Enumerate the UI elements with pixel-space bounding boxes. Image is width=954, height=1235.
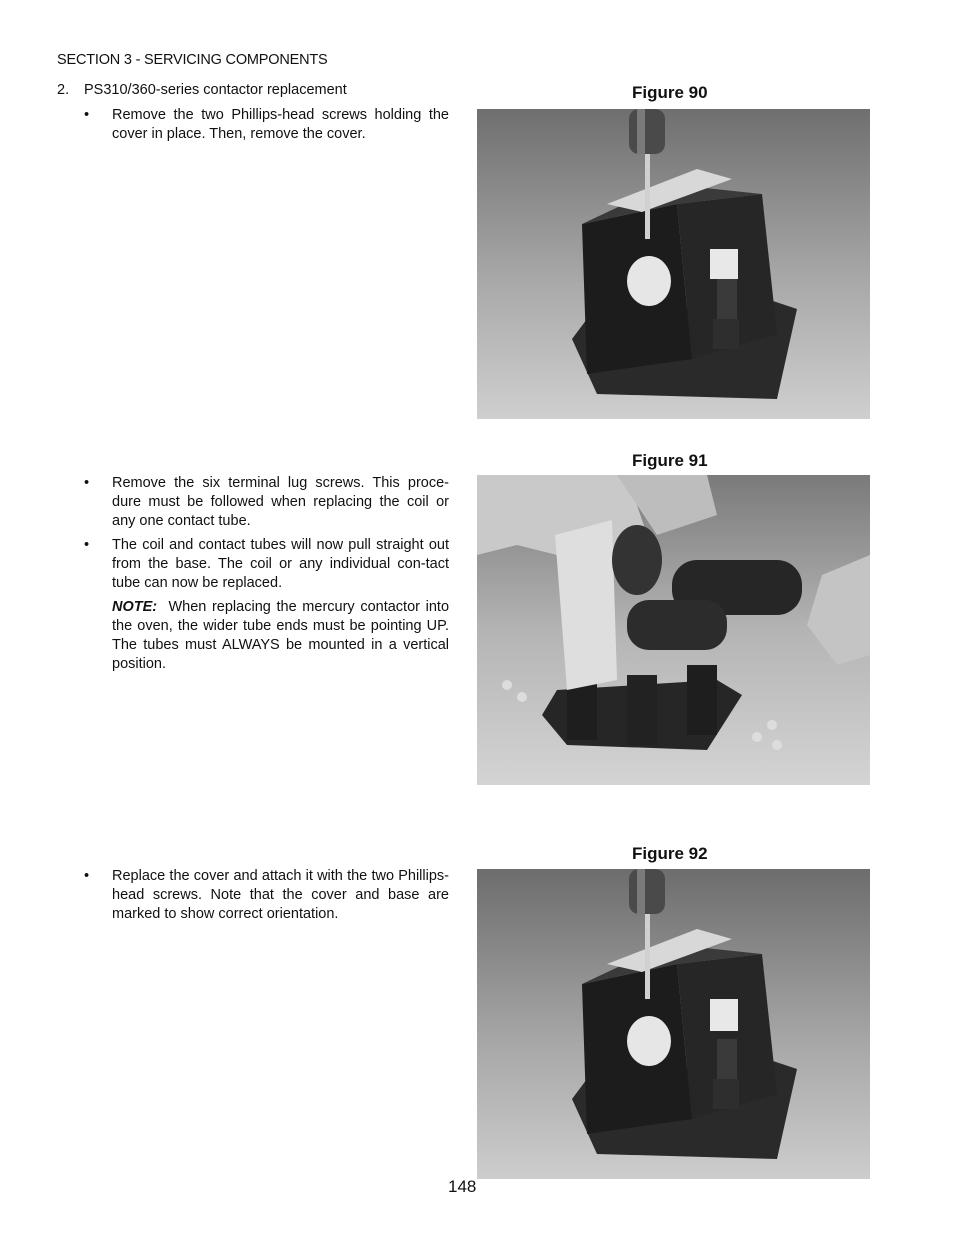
- bullet-text: The coil and contact tubes will now pull straight out from the base. The coil or any individual con-tact tube can now be replaced.: [112, 537, 449, 591]
- figure-92-photo: [477, 869, 870, 1179]
- bullet-text: Replace the cover and attach it with the two Phillips-head screws. Note that the cover and base are marked to show correct orientation.: [112, 868, 449, 922]
- note-text: When replacing the mercury contactor into the oven, the wider tube ends must be pointing UP. The tubes must ALWAYS be mounted in a vertical position.: [112, 599, 450, 672]
- bullet-symbol: •: [84, 107, 90, 123]
- contactor-cover-reinstall-photo: [477, 869, 870, 1179]
- figure-91-title: Figure 91: [632, 451, 708, 470]
- bullet-replace-cover: [84, 867, 449, 924]
- step-number: 2.: [57, 82, 70, 98]
- bullet-text: Remove the two Phillips-head screws holding the cover in place. Then, remove the cover.: [112, 107, 449, 142]
- step-heading: [57, 82, 347, 98]
- contactor-screwdriver-photo: [477, 109, 870, 419]
- bullet-symbol: •: [84, 537, 90, 553]
- step-title: PS310/360-series contactor replacement: [84, 82, 347, 98]
- note-label: NOTE:: [112, 599, 158, 615]
- bullet-remove-cover: [84, 106, 449, 144]
- page-number: 148: [448, 1177, 477, 1196]
- bullet-pull-tubes: [84, 536, 449, 593]
- bullet-symbol: •: [84, 475, 90, 491]
- figure-90-title: Figure 90: [632, 83, 708, 102]
- figure-91-photo: [477, 475, 870, 785]
- section-header: SECTION 3 - SERVICING COMPONENTS: [57, 52, 328, 68]
- bullet-remove-lug-screws: [84, 474, 449, 531]
- bullet-symbol: •: [84, 868, 90, 884]
- disassembled-contactor-photo: [477, 475, 870, 785]
- figure-92-title: Figure 92: [632, 844, 708, 863]
- note-block: [112, 598, 449, 674]
- bullet-text: Remove the six terminal lug screws. This proce-dure must be followed when replacing the coil or any one contact tube.: [112, 475, 449, 529]
- figure-90-photo: [477, 109, 870, 419]
